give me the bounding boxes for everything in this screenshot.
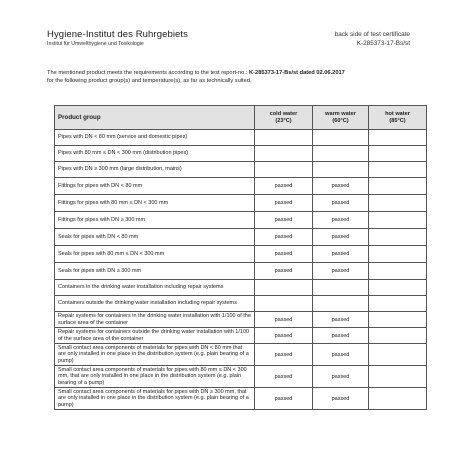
hot-water-cell: [369, 366, 427, 388]
warm-water-cell: passed: [313, 229, 369, 246]
product-group-cell: Repair systems for containers in the drinking water installation with 1/100 of the surface area of the container: [55, 312, 255, 328]
product-group-cell: Pipes with DN < 80 mm (service and domestic pipes): [55, 130, 255, 146]
table-row: [55, 366, 427, 388]
header-cold-temp: (23°C): [275, 117, 292, 124]
cold-water-cell: passed: [255, 312, 313, 328]
hot-water-cell: [369, 229, 427, 246]
table-row: [55, 263, 427, 280]
warm-water-cell: passed: [313, 344, 369, 366]
header-hot-temp: (85°C): [389, 117, 406, 124]
institute-header: [47, 29, 188, 47]
table-row: [55, 130, 427, 146]
warm-water-cell: passed: [313, 366, 369, 388]
table-row: [55, 246, 427, 263]
product-group-cell: Fittings for pipes with DN ≥ 300 mm: [55, 212, 255, 229]
institute-name: Hygiene-Institut des Ruhrgebiets: [47, 29, 189, 40]
header-cold-water: [255, 106, 313, 130]
cold-water-cell: [255, 296, 313, 312]
warm-water-cell: passed: [313, 178, 369, 195]
warm-water-cell: [313, 130, 369, 146]
hot-water-cell: [369, 246, 427, 263]
hot-water-cell: [369, 296, 427, 312]
hot-water-cell: [369, 130, 427, 146]
cold-water-cell: passed: [255, 344, 313, 366]
product-group-cell: Repair systems for containers outside the drinking water installation with 1/100 of the surface area of the container: [55, 328, 255, 344]
hot-water-cell: [369, 162, 427, 178]
product-group-cell: Small contact area components of materials for pipes with 80 mm ≤ DN < 300 mm, that are only installed in one place in the distribution system (e.g. plain bearing of a pump): [55, 366, 255, 388]
results-table: [54, 105, 427, 410]
warm-water-cell: passed: [313, 312, 369, 328]
warm-water-cell: [313, 162, 369, 178]
cold-water-cell: [255, 146, 313, 162]
institute-subtitle: Institut für Umwelthygiene und Toxikologie: [47, 41, 144, 47]
cold-water-cell: passed: [255, 212, 313, 229]
cold-water-cell: passed: [255, 229, 313, 246]
table-row: [55, 280, 427, 296]
table-row: [55, 312, 427, 328]
cold-water-cell: [255, 162, 313, 178]
warm-water-cell: passed: [313, 195, 369, 212]
header-cold-label: cold water: [269, 110, 298, 117]
header-product-group: Product group: [55, 106, 255, 130]
table-row: [55, 328, 427, 344]
hot-water-cell: [369, 212, 427, 229]
warm-water-cell: passed: [313, 246, 369, 263]
table-row: [55, 146, 427, 162]
cold-water-cell: passed: [255, 366, 313, 388]
certificate-header: [335, 31, 410, 47]
product-group-cell: Small contact area components of materials for pipes with DN ≥ 300 mm, that are only installed in one place in the distribution system (e.g. plain bearing of a pump): [55, 388, 255, 410]
product-group-cell: Fittings for pipes with DN < 80 mm: [55, 178, 255, 195]
header-warm-water: [313, 106, 369, 130]
hot-water-cell: [369, 312, 427, 328]
report-reference: K-285373-17-Bs/st dated 02.06.2017: [249, 70, 345, 76]
table-row: [55, 178, 427, 195]
header-warm-temp: (60°C): [332, 117, 349, 124]
hot-water-cell: [369, 146, 427, 162]
warm-water-cell: passed: [313, 388, 369, 410]
table-row: [55, 162, 427, 178]
cold-water-cell: passed: [255, 246, 313, 263]
header-hot-water: [369, 106, 427, 130]
cold-water-cell: [255, 130, 313, 146]
cold-water-cell: passed: [255, 388, 313, 410]
table-header-row: [55, 106, 427, 130]
warm-water-cell: [313, 296, 369, 312]
statement-suffix: for the following product group(s) and temperature(s), as far as technically suited.: [47, 78, 252, 84]
warm-water-cell: [313, 146, 369, 162]
product-group-cell: Pipes with 80 mm ≤ DN < 300 mm (distribution pipes): [55, 146, 255, 162]
header-hot-label: hot water: [385, 110, 410, 117]
product-group-cell: Pipes with DN ≥ 300 mm (large distribution, mains): [55, 162, 255, 178]
table-row: [55, 195, 427, 212]
hot-water-cell: [369, 328, 427, 344]
product-group-cell: Small contact area components of materials for pipes with DN < 80 mm that are only installed in one place in the distribution system (e.g. plain bearing of a pump): [55, 344, 255, 366]
header-warm-label: warm water: [325, 110, 356, 117]
hot-water-cell: [369, 388, 427, 410]
table-row: [55, 229, 427, 246]
certificate-label: back side of test certificate: [334, 31, 410, 38]
warm-water-cell: passed: [313, 212, 369, 229]
cold-water-cell: passed: [255, 178, 313, 195]
product-group-cell: Seals for pipes with DN < 80 mm: [55, 229, 255, 246]
conformity-statement: [47, 69, 427, 85]
product-group-cell: Seals for pipes with 80 mm ≤ DN < 300 mm: [55, 246, 255, 263]
hot-water-cell: [369, 344, 427, 366]
hot-water-cell: [369, 263, 427, 280]
warm-water-cell: [313, 280, 369, 296]
cold-water-cell: [255, 280, 313, 296]
product-group-cell: Containers in the drinking water installation including repair systems: [55, 280, 255, 296]
warm-water-cell: passed: [313, 263, 369, 280]
product-group-cell: Seals for pipes with DN ≥ 300 mm: [55, 263, 255, 280]
table-row: [55, 212, 427, 229]
table-row: [55, 344, 427, 366]
product-group-cell: Fittings for pipes with 80 mm ≤ DN < 300 mm: [55, 195, 255, 212]
certificate-number: K-285373-17-Bs/st: [356, 40, 410, 47]
statement-prefix: The mentioned product meets the requirements according to the test report-no.:: [47, 70, 248, 76]
hot-water-cell: [369, 195, 427, 212]
cold-water-cell: passed: [255, 195, 313, 212]
cold-water-cell: passed: [255, 328, 313, 344]
cold-water-cell: passed: [255, 263, 313, 280]
table-row: [55, 388, 427, 410]
hot-water-cell: [369, 178, 427, 195]
warm-water-cell: passed: [313, 328, 369, 344]
product-group-cell: Containers outside the drinking water installation including repair systems: [55, 296, 255, 312]
hot-water-cell: [369, 280, 427, 296]
table-row: [55, 296, 427, 312]
